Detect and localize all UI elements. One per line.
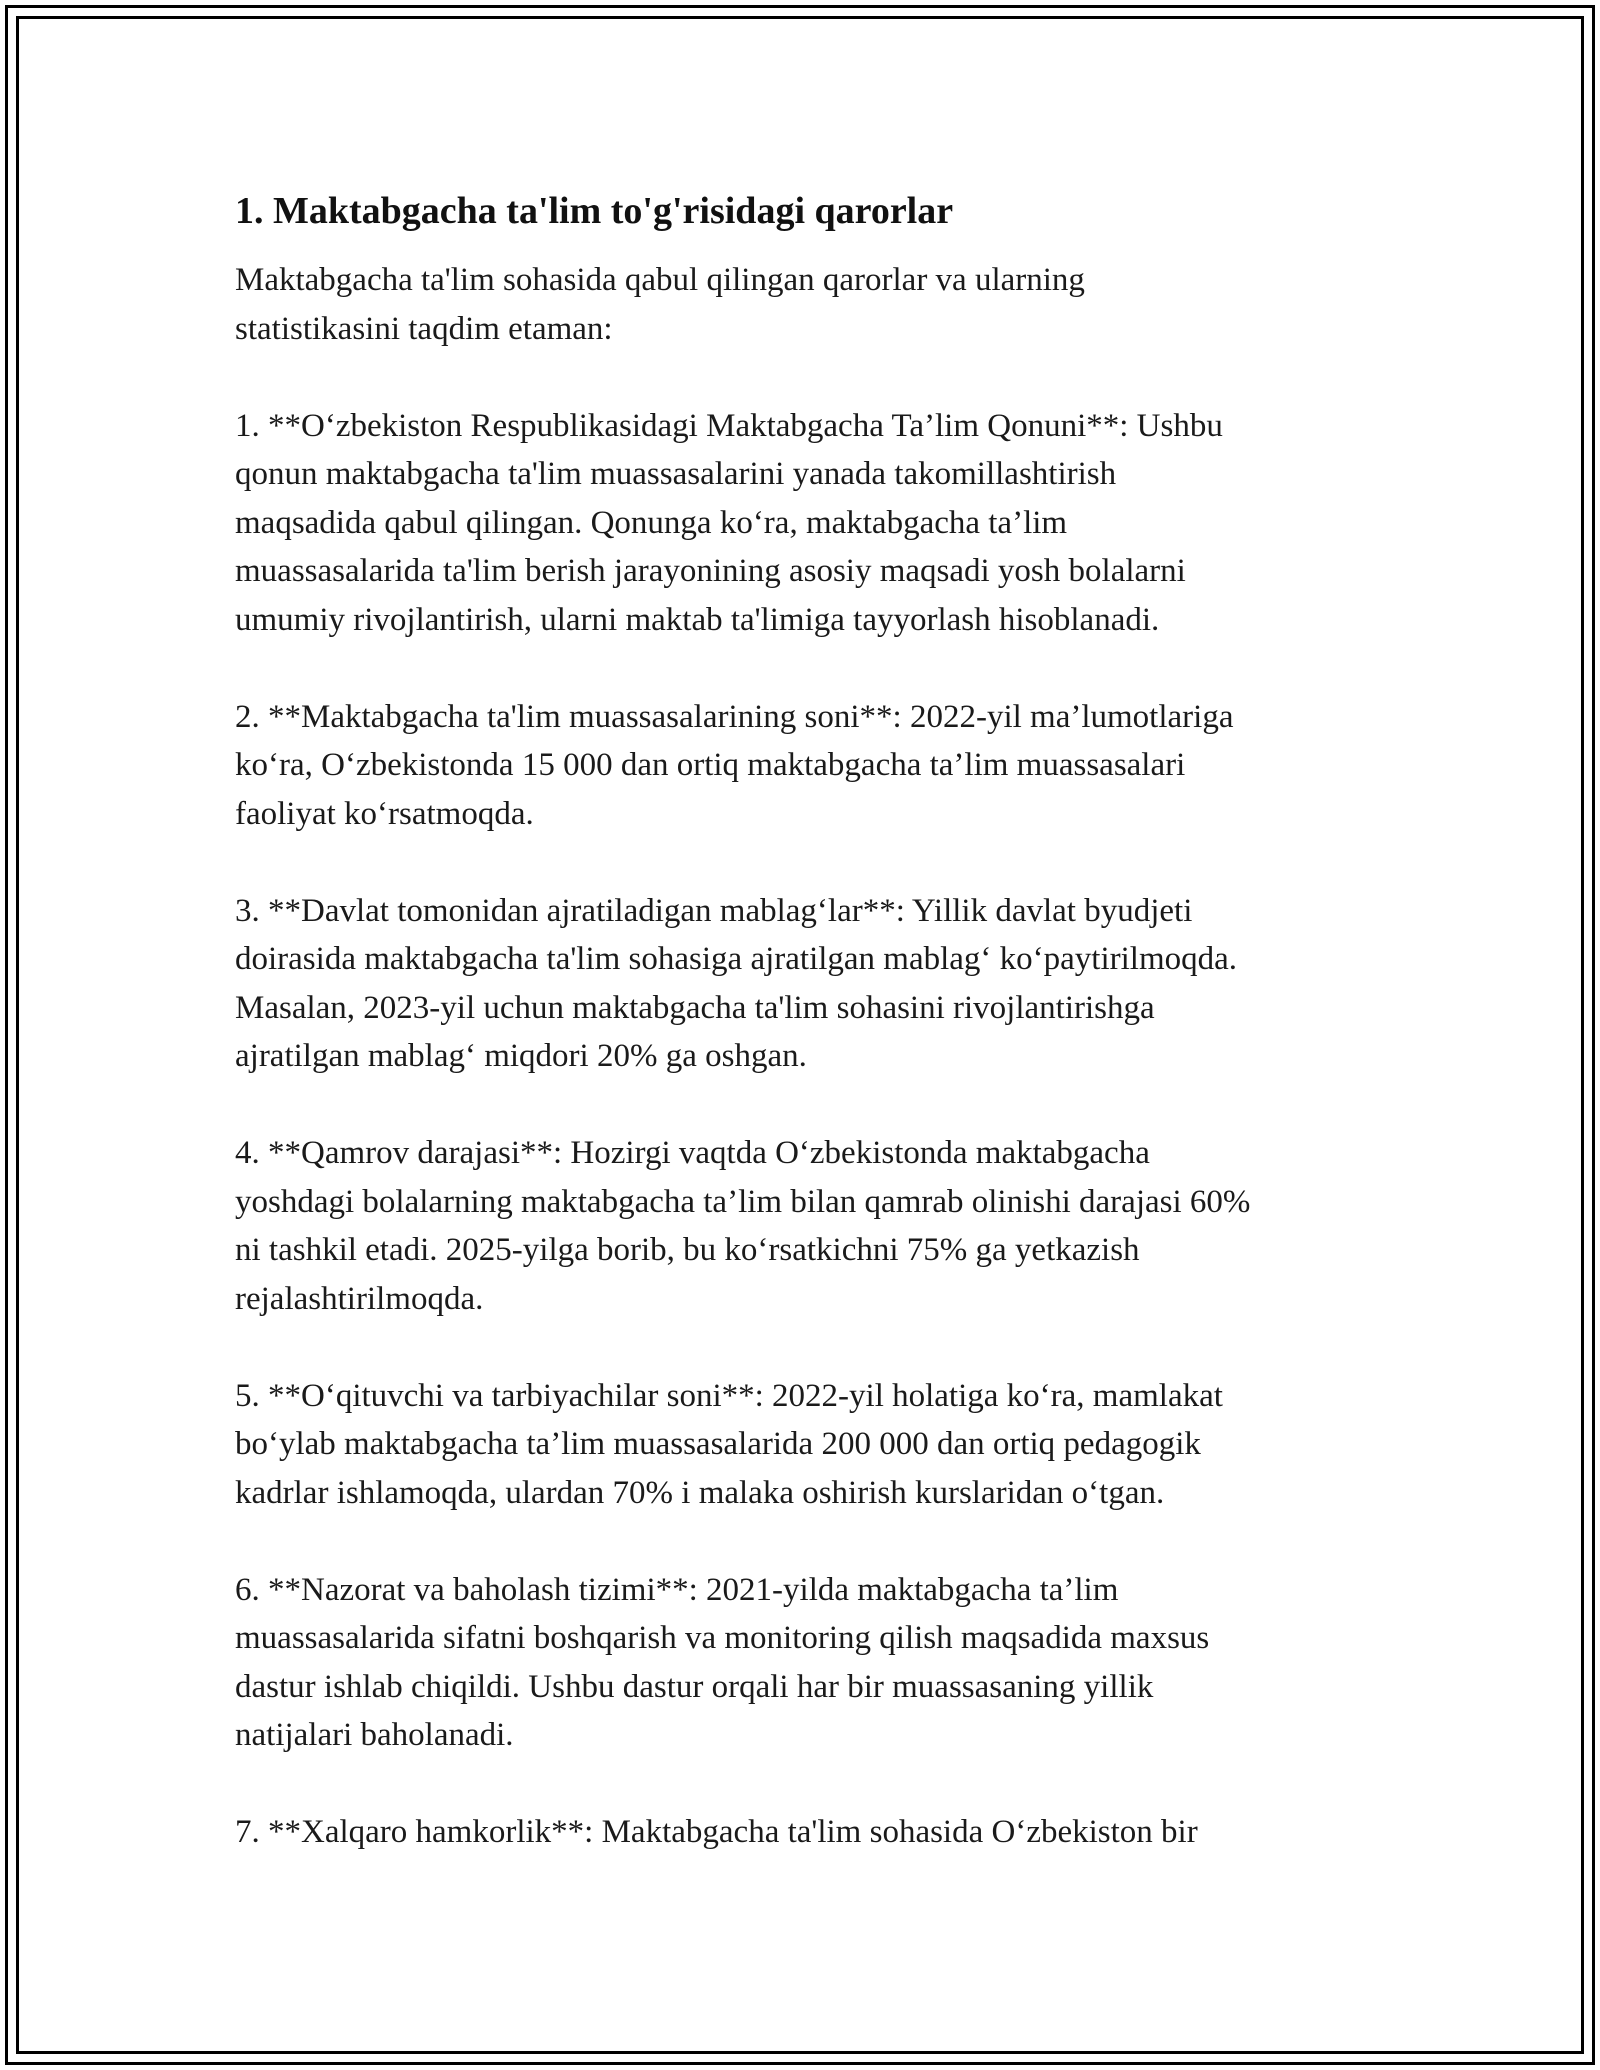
paragraph-spacer [235,644,1375,693]
paragraph-spacer [235,838,1375,887]
paragraph-spacer [235,1323,1375,1372]
paragraph-spacer [235,353,1375,402]
list-item: 7. **Xalqaro hamkorlik**: Maktabgacha ta'lim sohasida O‘zbekiston bir [235,1814,1198,1850]
paragraph-spacer [235,1760,1375,1809]
list-item: 2. **Maktabgacha ta'lim muassasalarining soni**: 2022-yil ma’lumotlariga ko‘ra, O‘zbekistonda 15 000 dan ortiq maktabgacha ta’lim muassasalari faoliyat ko‘rsatmoqda. [235,698,1234,832]
document-body [235,186,1375,1857]
list-item: 1. **O‘zbekiston Respublikasidagi Maktabgacha Ta’lim Qonuni**: Ushbu qonun maktabgacha ta'lim muassasalarini yanada takomillashtirish maqsadida qabul qilingan. Qonunga ko‘ra, maktabgacha ta’lim muassasalarida ta'lim berish jarayonining asosiy maqsadi yosh bolalarni umumiy rivojlantirish, ularni maktab ta'limiga tayyorlash hisoblanadi. [235,407,1223,638]
list-item: 6. **Nazorat va baholash tizimi**: 2021-yilda maktabgacha ta’lim muassasalarida sifatni boshqarish va monitoring qilish maqsadida maxsus dastur ishlab chiqildi. Ushbu dastur orqali har bir muassasaning yillik natijalari baholanadi. [235,1571,1210,1753]
list-item: 4. **Qamrov darajasi**: Hozirgi vaqtda O‘zbekistonda maktabgacha yoshdagi bolalarning maktabgacha ta’lim bilan qamrab olinishi darajasi 60% ni tashkil etadi. 2025-yilga borib, bu ko‘rsatkichni 75% ga yetkazish rejalashtirilmoqda. [235,1135,1251,1317]
list-item: 3. **Davlat tomonidan ajratiladigan mablag‘lar**: Yillik davlat byudjeti doirasida maktabgacha ta'lim sohasiga ajratilgan mablag‘ ko‘paytirilmoqda. Masalan, 2023-yil uchun maktabgacha ta'lim sohasini rivojlantirishga ajratilgan mablag‘ miqdori 20% ga oshgan. [235,892,1238,1074]
intro-paragraph: Maktabgacha ta'lim sohasida qabul qilingan qarorlar va ularning statistikasini taqdim etaman: [235,262,1085,347]
document-title: 1. Maktabgacha ta'lim to'g'risidagi qarorlar [235,190,954,232]
paragraph-spacer [235,1081,1375,1130]
paragraph-spacer [235,1517,1375,1566]
list-item: 5. **O‘qituvchi va tarbiyachilar soni**: 2022-yil holatiga ko‘ra, mamlakat bo‘ylab maktabgacha ta’lim muassasalarida 200 000 dan ortiq pedagogik kadrlar ishlamoqda, ulardan 70% i malaka oshirish kurslaridan o‘tgan. [235,1377,1223,1511]
